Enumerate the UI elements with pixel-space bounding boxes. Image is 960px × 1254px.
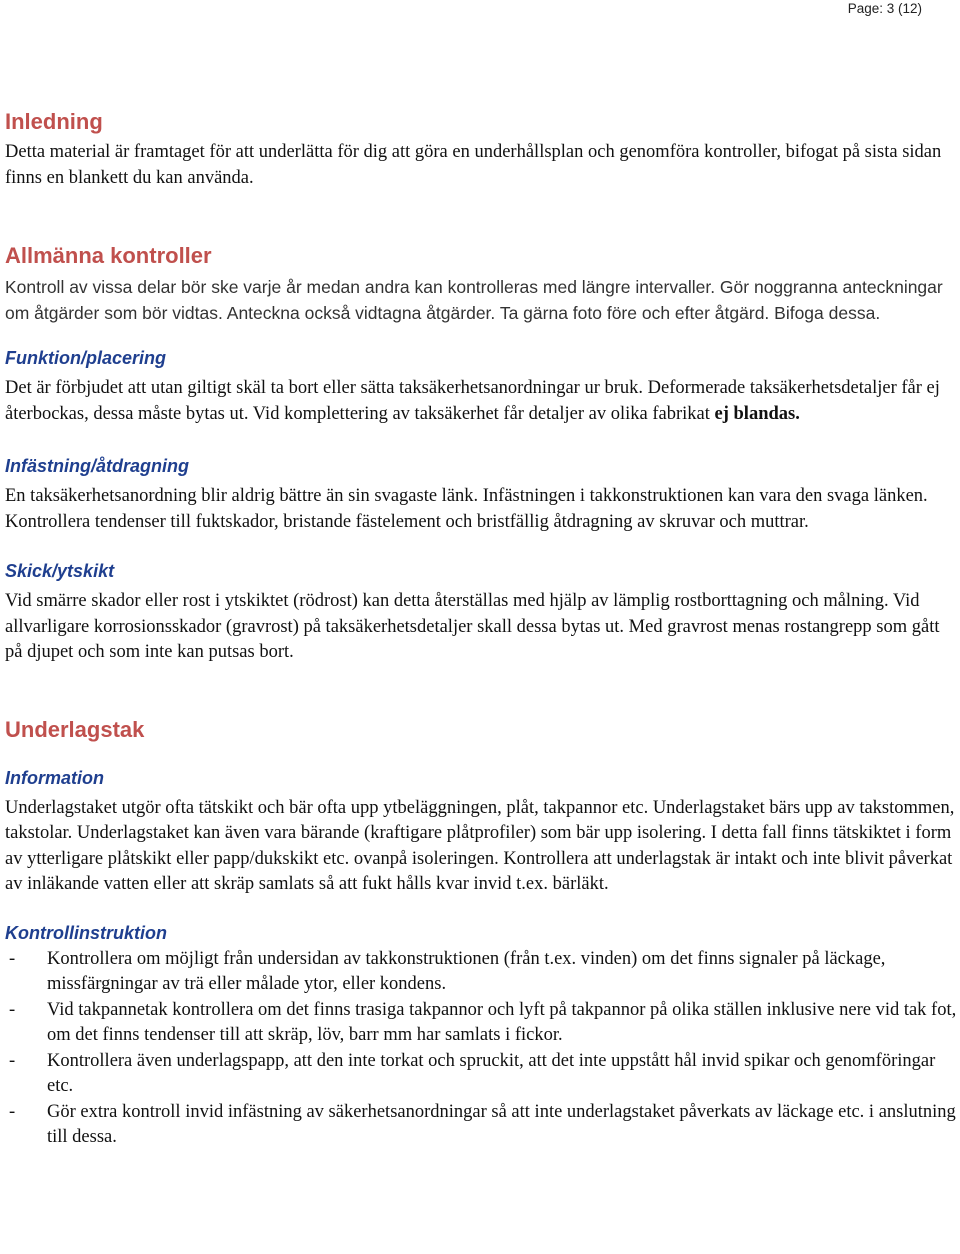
- heading-kontrollinstruktion: Kontrollinstruktion: [5, 922, 167, 943]
- list-item-text: Kontrollera om möjligt från undersidan av takkonstruktionen (från t.ex. vinden) om det finns signaler på läckage, missfärgningar av trä eller målade ytor, eller kondens.: [47, 948, 886, 994]
- paragraph-inledning: Detta material är framtaget för att underlätta för dig att göra en underhållsplan och genomföra kontroller, bifogat på sista sidan finns en blankett du kan använda.: [5, 142, 942, 188]
- heading-underlagstak: Underlagstak: [5, 716, 145, 742]
- list-marker: -: [9, 999, 16, 1020]
- heading-funktion-placering: Funktion/placering: [5, 348, 167, 368]
- paragraph-skick-ytskikt: Vid smärre skador eller rost i ytskiktet (rödrost) kan detta återställas med hjälp av lämplig rostborttagning och målning. Vid allvarligare korrosionsskador (gravrost) på taksäkerhetsdetaljer skall dessa bytas ut. Med gravrost menas rostangrepp som gått på djupet och som inte kan putsas bort.: [5, 591, 940, 662]
- heading-infastning: Infästning/åtdragning: [5, 456, 189, 476]
- list-item-text: Vid takpannetak kontrollera om det finns trasiga takpannor och lyft på takpannor på olika ställen inklusive nere vid tak fot, om det finns tendenser till att skräp, löv, barr mm har samlats i fickor.: [47, 999, 957, 1045]
- list-item-text: Kontrollera även underlagspapp, att den inte torkat och spruckit, att det inte uppstått hål invid spikar och genomföringar etc.: [47, 1050, 936, 1096]
- kontrollinstruktion-list: [5, 947, 960, 1151]
- list-marker: -: [9, 948, 16, 969]
- list-item-text: Gör extra kontroll invid infästning av säkerhetsanordningar så att inte underlagstaket påverkats av läckage etc. i anslutning till dessa.: [47, 1101, 956, 1147]
- list-item: [5, 998, 960, 1049]
- page-number: Page: 3 (12): [847, 1, 922, 16]
- funktion-text: Det är förbjudet att utan giltigt skäl ta bort eller sätta taksäkerhetsanordningar ur bruk. Deformerade taksäkerhetsdetaljer får ej återbockas, dessa måste bytas ut. Vid komplettering av taksäkerhet får detaljer av olika fabrikat: [5, 378, 940, 424]
- paragraph-information: Underlagstaket utgör ofta tätskikt och bär ofta upp ytbeläggningen, plåt, takpannor etc. Underlagstaket bärs upp av takstommen, takstolar. Underlagstaket kan även vara bärande (kraftigare plåtprofiler) som bär upp isolering. I detta fall finns tätskiktet i form av ytterligare plåtskikt eller papp/dukskikt etc. ovanpå isoleringen. Kontrollera att underlagstak är intakt och inte blivit påverkat av inläkande vatten eller att skräp samlats så att fukt hålls kvar invid t.ex. bärläkt.: [5, 797, 955, 894]
- heading-inledning: Inledning: [5, 109, 103, 134]
- funktion-bold-text: ej blandas.: [714, 403, 800, 424]
- list-marker: -: [9, 1101, 16, 1122]
- list-marker: -: [9, 1050, 16, 1071]
- heading-skick-ytskikt: Skick/ytskikt: [5, 561, 115, 581]
- paragraph-infastning: En taksäkerhetsanordning blir aldrig bättre än sin svagaste länk. Infästningen i takkonstruktionen kan vara den svaga länken. Kontrollera tendenser till fuktskador, bristande fästelement och bristfällig åtdragning av skruvar och muttrar.: [5, 486, 928, 532]
- heading-information: Information: [5, 767, 104, 788]
- list-item: [5, 1100, 960, 1151]
- list-item: [5, 1049, 960, 1100]
- heading-allmanna-kontroller: Allmänna kontroller: [5, 243, 212, 268]
- document-body: [5, 106, 960, 1151]
- paragraph-allmanna-kontroller: Kontroll av vissa delar bör ske varje år medan andra kan kontrolleras med längre intervaller. Gör noggranna anteckningar om åtgärder som bör vidtas. Anteckna också vidtagna åtgärder. Ta gärna foto före och efter åtgärd. Bifoga dessa.: [5, 277, 943, 323]
- paragraph-funktion-placering: [5, 376, 960, 427]
- list-item: [5, 947, 960, 998]
